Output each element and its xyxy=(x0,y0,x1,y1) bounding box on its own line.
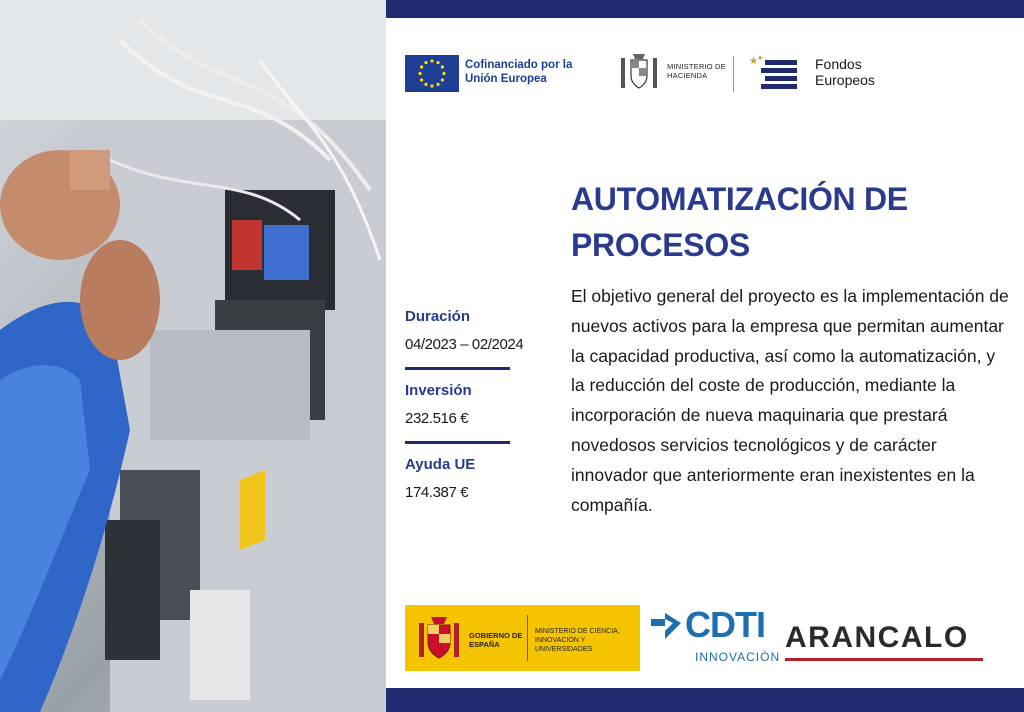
investment-label: Inversión xyxy=(405,382,472,399)
duration-value: 04/2023 – 02/2024 xyxy=(405,336,524,353)
technician-wiring-photo xyxy=(0,0,386,712)
project-facts xyxy=(405,308,555,506)
top-color-bar xyxy=(386,0,1024,18)
project-title: AUTOMATIZACIÓN DE PROCESOS xyxy=(571,181,908,263)
eu-cofinanciado-text: Cofinanciado por la Unión Europea xyxy=(465,59,573,85)
spain-coat-of-arms-icon xyxy=(618,50,660,94)
cdti-innovacion-text: INNOVACIÓN xyxy=(695,650,781,664)
ministerio-hacienda-text: MINISTERIO DE HACIENDA xyxy=(667,62,726,80)
project-description: El objetivo general del proyecto es la implementación de nuevos activos para la empresa que permitan aumentar la capacidad productiva, así como la automatización, y la reducción del coste de producción, mediante la incorporación de nueva maquinaria que prestará novedosos servicios tecnológicos y de carácter innovador que anteriormente eran inexistentes en la compañía. xyxy=(571,286,1009,515)
ministerio-ciencia-text: MINISTERIO DE CIENCIA, INNOVACIÓN Y UNIVERSIDADES xyxy=(535,628,620,653)
company-logo-text: ARANCALO xyxy=(785,621,969,654)
bottom-logos xyxy=(405,603,1005,673)
svg-text:★: ★ xyxy=(749,56,758,67)
aid-label: Ayuda UE xyxy=(405,456,476,473)
spain-coat-of-arms-icon xyxy=(417,613,461,663)
gobierno-espana-text: GOBIERNO DE ESPAÑA xyxy=(469,631,523,649)
duration-label: Duración xyxy=(405,308,471,325)
eu-flag-logo xyxy=(405,55,459,92)
gobierno-divider xyxy=(527,615,528,661)
bottom-color-bar xyxy=(386,688,1024,712)
cdti-logo-text: CDTI xyxy=(685,604,765,645)
aid-value: 174.387 € xyxy=(405,484,469,501)
company-logo-underline xyxy=(785,658,983,661)
funding-logos-header xyxy=(405,48,1005,100)
cdti-arrow-icon xyxy=(651,609,687,645)
logo-divider xyxy=(733,56,734,92)
investment-value: 232.516 € xyxy=(405,410,469,427)
fondos-europeos-icon xyxy=(747,52,803,96)
fondos-europeos-text: Fondos Europeos xyxy=(815,56,875,88)
fact-divider xyxy=(405,367,510,370)
gobierno-espana-logo xyxy=(405,605,640,671)
svg-text:★: ★ xyxy=(757,54,764,62)
fact-divider xyxy=(405,441,510,444)
